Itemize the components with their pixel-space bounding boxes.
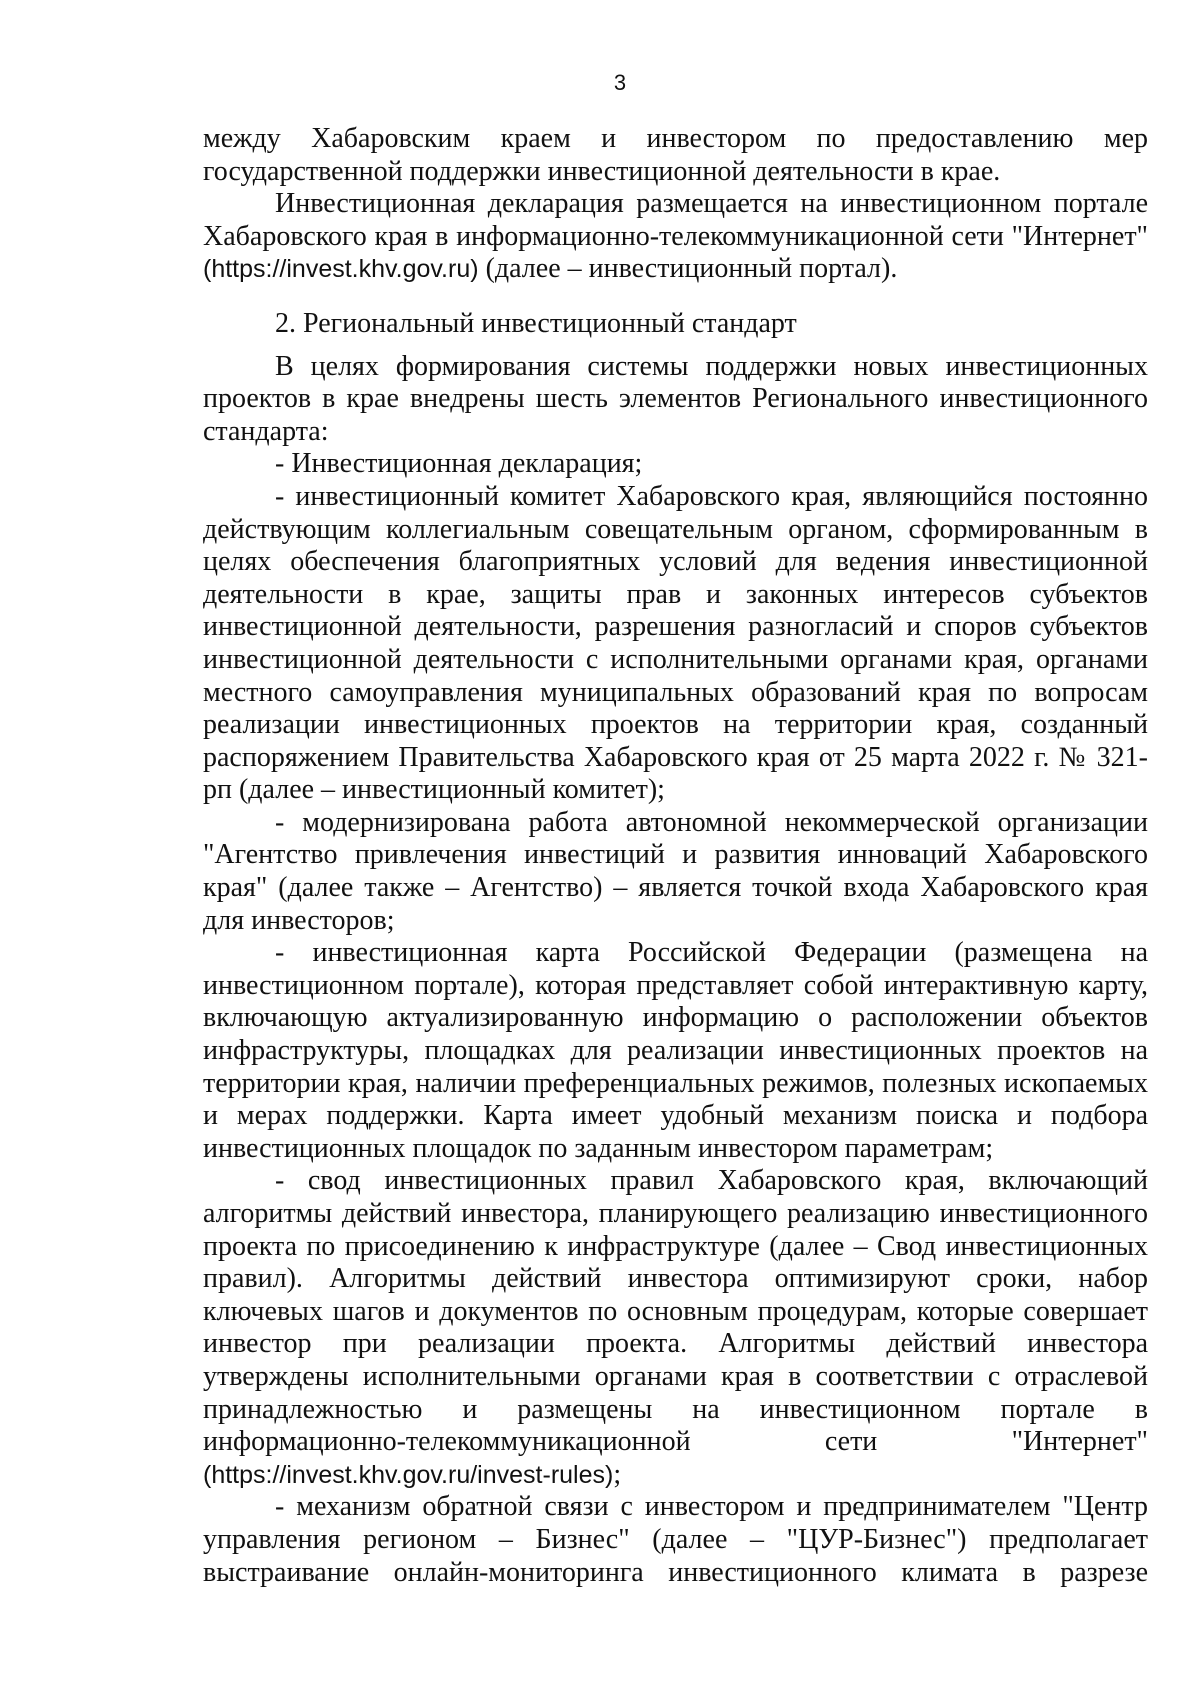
declaration-portal-text: Инвестиционная декларация размещается на инвестиционном портале Хабаровского края в информационно-телекоммуникационной сети "Интернет" [203,188,1148,252]
section-heading: 2. Региональный инвестиционный стандарт [275,307,797,339]
list-item-declaration: - Инвестиционная декларация; [275,448,643,480]
paragraph-standard-intro: В целях формирования системы поддержки новых инвестиционных проектов в крае внедрены шесть элементов Регионального инвестиционного стандарта: [203,350,1148,447]
list-item-investment-map: - инвестиционная карта Российской Федерации (размещена на инвестиционном портале), которая представляет собой интерактивную карту, включающую актуализированную информацию о расположении объектов инфраструктуры, площадках для реализации инвестиционных проектов на территории края, наличии преференциальных режимов, полезных ископаемых и мерах поддержки. Карта имеет удобный механизм поиска и подбора инвестиционных площадок по заданным инвестором параметрам; [203,937,1148,1164]
paragraph-intro-continuation: между Хабаровским краем и инвестором по предоставлению мер государственной поддержки инвестиционной деятельности в крае. [203,123,1148,187]
list-item-feedback-mechanism: - механизм обратной связи с инвестором и предпринимателем "Центр управления регионом – Бизнес" (далее – "ЦУР-Бизнес") предполагает выстраивание онлайн-мониторинга инвестиционного климата в разрезе [203,1491,1148,1588]
declaration-portal-tail: (далее – инвестиционный портал). [478,253,898,285]
list-item-investment-rules [203,1165,1148,1491]
page-number: 3 [613,70,627,95]
investment-rules-tail: ; [613,1458,622,1490]
investment-rules-text: - свод инвестиционных правил Хабаровского края, включающий алгоритмы действий инвестора, планирующего реализацию инвестиционного проекта по присоединению к инфраструктуре (далее – Свод инвестиционных правил). Алгоритмы действий инвестора оптимизируют сроки, набор ключевых шагов и документов по основным процедурам, которые совершает инвестор при реализации проекта. Алгоритмы действий инвестора утверждены исполнительными органами края в соответствии с отраслевой принадлежностью и размещены на инвестиционном портале в информационно-телекоммуникационной сети "Интернет" [203,1165,1148,1458]
paragraph-declaration-portal [203,188,1148,286]
invest-rules-link[interactable]: (https://invest.khv.gov.ru/invest-rules) [203,1460,614,1489]
list-item-committee: - инвестиционный комитет Хабаровского края, являющийся постоянно действующим коллегиальным совещательным органом, сформированным в целях обеспечения благоприятных условий для ведения инвестиционной деятельности в крае, защиты прав и законных интересов субъектов инвестиционной деятельности, разрешения разногласий и споров субъектов инвестиционной деятельности с исполнительными органами края, органами местного самоуправления муниципальных образований края по вопросам реализации инвестиционных проектов на территории края, созданный распоряжением Правительства Хабаровского края от 25 марта 2022 г. № 321-рп (далее – инвестиционный комитет); [203,480,1148,806]
document-body [203,123,1148,1589]
list-item-agency: - модернизирована работа автономной некоммерческой организации "Агентство привлечения инвестиций и развития инноваций Хабаровского края" (далее также – Агентство) – является точкой входа Хабаровского края для инвесторов; [203,806,1148,936]
portal-link[interactable]: (https://invest.khv.gov.ru) [203,255,479,284]
